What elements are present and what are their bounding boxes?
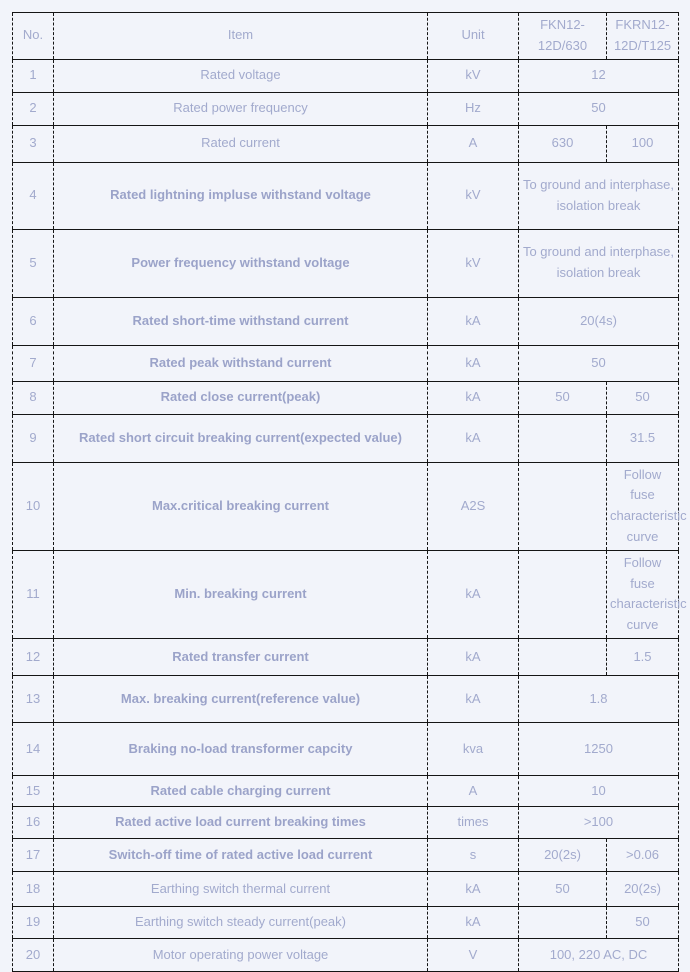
value-cell: 50	[519, 871, 607, 906]
item-cell: Rated power frequency	[54, 92, 428, 125]
value-cell	[519, 906, 607, 938]
row-number-cell: 10	[13, 462, 54, 550]
table-row	[13, 59, 679, 92]
item-cell: Rated close current(peak)	[54, 381, 428, 414]
row-number-cell: 19	[13, 906, 54, 938]
item-cell: Rated current	[54, 125, 428, 162]
item-cell: Power frequency withstand voltage	[54, 229, 428, 297]
unit-cell: kA	[428, 297, 519, 345]
row-number-cell: 15	[13, 775, 54, 806]
value-cell: 20(2s)	[607, 871, 679, 906]
table-row	[13, 550, 679, 638]
value-cell: 1.5	[607, 638, 679, 675]
unit-cell: A2S	[428, 462, 519, 550]
value-cell: 10	[519, 775, 679, 806]
row-number-cell: 9	[13, 414, 54, 462]
value-cell: >0.06	[607, 838, 679, 871]
value-cell: 12	[519, 59, 679, 92]
unit-cell: V	[428, 938, 519, 971]
value-cell: 20(4s)	[519, 297, 679, 345]
row-number-cell: 12	[13, 638, 54, 675]
unit-cell: kA	[428, 345, 519, 381]
row-number-cell: 3	[13, 125, 54, 162]
value-cell: 50	[519, 92, 679, 125]
value-cell: 50	[607, 906, 679, 938]
table-row	[13, 775, 679, 806]
table-row	[13, 345, 679, 381]
table-row	[13, 906, 679, 938]
row-number-cell: 1	[13, 59, 54, 92]
value-cell: Follow fuse characteristic curve	[607, 550, 679, 638]
table-header	[13, 13, 679, 60]
value-cell: 50	[519, 381, 607, 414]
value-cell	[519, 638, 607, 675]
value-cell: 20(2s)	[519, 838, 607, 871]
table-row	[13, 938, 679, 971]
col-header-fkn12: FKN12-12D/630	[519, 13, 607, 60]
unit-cell: times	[428, 806, 519, 838]
item-cell: Earthing switch steady current(peak)	[54, 906, 428, 938]
unit-cell: kA	[428, 638, 519, 675]
value-cell: 50	[607, 381, 679, 414]
row-number-cell: 14	[13, 722, 54, 775]
table-row	[13, 92, 679, 125]
row-number-cell: 5	[13, 229, 54, 297]
table-row	[13, 838, 679, 871]
row-number-cell: 13	[13, 675, 54, 722]
value-cell: 630	[519, 125, 607, 162]
value-cell: 1.8	[519, 675, 679, 722]
table-row	[13, 675, 679, 722]
item-cell: Braking no-load transformer capcity	[54, 722, 428, 775]
spec-table-body	[13, 59, 687, 971]
row-number-cell: 16	[13, 806, 54, 838]
table-row	[13, 462, 679, 550]
table-row	[13, 871, 679, 906]
item-cell: Min. breaking current	[54, 550, 428, 638]
item-cell: Earthing switch thermal current	[54, 871, 428, 906]
value-cell: 100	[607, 125, 679, 162]
unit-cell: kA	[428, 871, 519, 906]
row-number-cell: 11	[13, 550, 54, 638]
unit-cell: kA	[428, 381, 519, 414]
item-cell: Max.critical breaking current	[54, 462, 428, 550]
item-cell: Rated peak withstand current	[54, 345, 428, 381]
value-cell: To ground and interphase, isolation break	[519, 162, 679, 229]
table-row	[13, 162, 679, 229]
row-number-cell: 20	[13, 938, 54, 971]
unit-cell: kA	[428, 906, 519, 938]
col-header-fkrn12: FKRN12-12D/T125	[607, 13, 679, 60]
row-number-cell: 6	[13, 297, 54, 345]
table-row	[13, 806, 679, 838]
unit-cell: kA	[428, 675, 519, 722]
item-cell: Switch-off time of rated active load current	[54, 838, 428, 871]
unit-cell: kV	[428, 59, 519, 92]
value-cell: >100	[519, 806, 679, 838]
col-header-no: No.	[13, 13, 54, 60]
row-number-cell: 17	[13, 838, 54, 871]
item-cell: Rated transfer current	[54, 638, 428, 675]
row-number-cell: 8	[13, 381, 54, 414]
row-number-cell: 7	[13, 345, 54, 381]
value-cell	[519, 462, 607, 550]
value-cell: 31.5	[607, 414, 679, 462]
header-row	[13, 13, 679, 60]
table-row	[13, 229, 679, 297]
item-cell: Rated voltage	[54, 59, 428, 92]
table-row	[13, 722, 679, 775]
unit-cell: kV	[428, 229, 519, 297]
specification-table-container	[12, 12, 687, 972]
table-row	[13, 125, 679, 162]
row-number-cell: 4	[13, 162, 54, 229]
col-header-unit: Unit	[428, 13, 519, 60]
row-number-cell: 18	[13, 871, 54, 906]
item-cell: Max. breaking current(reference value)	[54, 675, 428, 722]
value-cell: To ground and interphase, isolation break	[519, 229, 679, 297]
table-row	[13, 381, 679, 414]
value-cell	[519, 414, 607, 462]
unit-cell: kA	[428, 414, 519, 462]
specification-table	[12, 12, 687, 972]
unit-cell: s	[428, 838, 519, 871]
unit-cell: A	[428, 775, 519, 806]
item-cell: Rated active load current breaking times	[54, 806, 428, 838]
item-cell: Rated cable charging current	[54, 775, 428, 806]
value-cell: 50	[519, 345, 679, 381]
item-cell: Rated lightning impluse withstand voltage	[54, 162, 428, 229]
value-cell	[519, 550, 607, 638]
table-row	[13, 414, 679, 462]
value-cell: 100, 220 AC, DC	[519, 938, 679, 971]
table-row	[13, 638, 679, 675]
unit-cell: Hz	[428, 92, 519, 125]
unit-cell: A	[428, 125, 519, 162]
unit-cell: kV	[428, 162, 519, 229]
value-cell: Follow fuse characteristic curve	[607, 462, 679, 550]
table-row	[13, 297, 679, 345]
item-cell: Rated short-time withstand current	[54, 297, 428, 345]
item-cell: Rated short circuit breaking current(expected value)	[54, 414, 428, 462]
item-cell: Motor operating power voltage	[54, 938, 428, 971]
unit-cell: kva	[428, 722, 519, 775]
unit-cell: kA	[428, 550, 519, 638]
col-header-item: Item	[54, 13, 428, 60]
row-number-cell: 2	[13, 92, 54, 125]
value-cell: 1250	[519, 722, 679, 775]
